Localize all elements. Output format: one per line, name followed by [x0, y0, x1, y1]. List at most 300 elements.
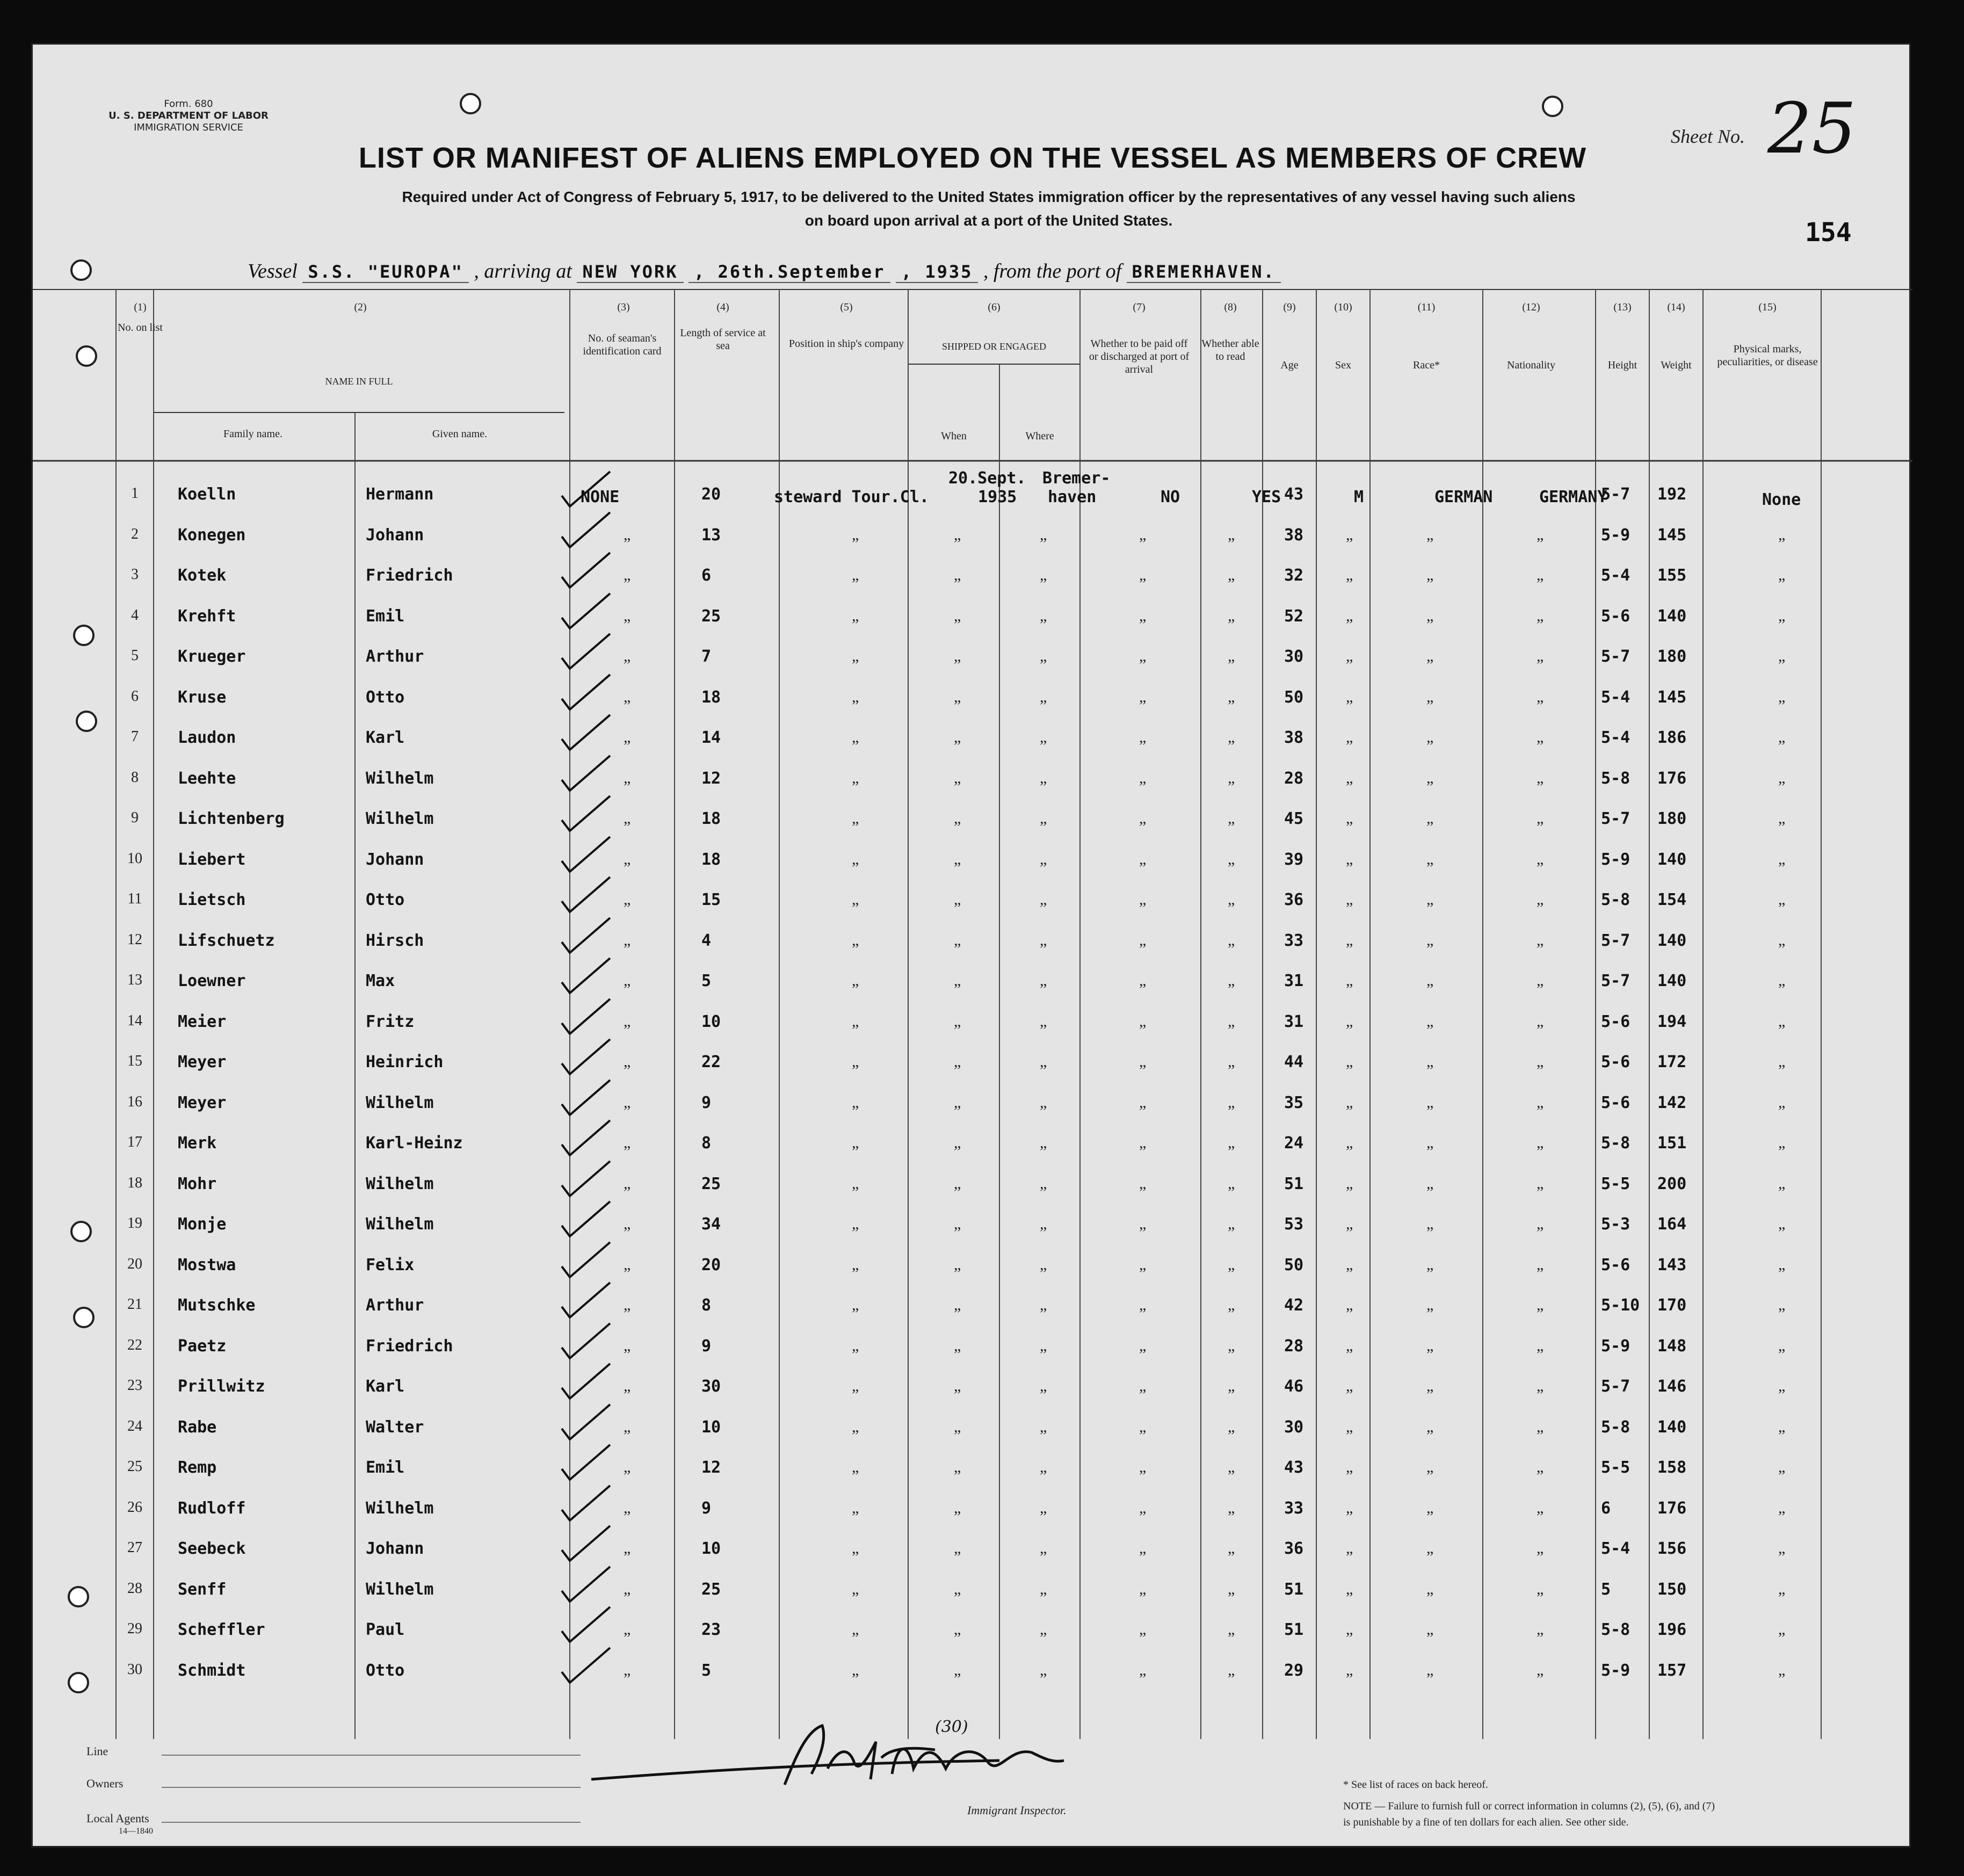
service-years: 12 [701, 1458, 721, 1477]
ditto-mark: „ [624, 1661, 631, 1679]
arrival-date: , 26th.September [689, 262, 890, 283]
ditto-mark: „ [1778, 972, 1786, 989]
ditto-mark: „ [1426, 1661, 1434, 1679]
ditto-mark: „ [1778, 566, 1786, 584]
ditto-mark: „ [1346, 809, 1353, 827]
ditto-mark: „ [1537, 647, 1544, 665]
weight: 140 [1657, 972, 1687, 990]
weight: 196 [1657, 1620, 1687, 1639]
ditto-mark: „ [852, 1661, 859, 1679]
family-name: Liebert [178, 850, 246, 869]
ditto-mark: „ [1537, 525, 1544, 544]
col-num-8: (8) [1224, 301, 1237, 313]
ditto-mark: „ [1040, 850, 1047, 868]
family-name: Krehft [178, 606, 236, 626]
height: 5-7 [1601, 1377, 1630, 1396]
row-number: 9 [131, 809, 139, 826]
given-name: Emil [366, 606, 405, 626]
family-name: Leehte [178, 769, 236, 788]
ditto-mark: „ [1040, 1661, 1047, 1679]
check-mark-icon [551, 631, 615, 674]
ditto-mark: „ [954, 1620, 961, 1638]
ditto-mark: „ [852, 687, 859, 706]
header-seaman-id: No. of seaman's identification card [583, 332, 662, 357]
ditto-mark: „ [624, 1580, 631, 1598]
age: 38 [1284, 728, 1304, 747]
ditto-mark: „ [852, 972, 859, 989]
ditto-mark: „ [1228, 1053, 1235, 1070]
ditto-mark: „ [1228, 1417, 1235, 1436]
given-name: Wilhelm [366, 1215, 434, 1234]
ditto-mark: „ [1778, 606, 1786, 625]
binder-hole [76, 345, 97, 367]
header-sex: Sex [1335, 359, 1351, 371]
ditto-mark: „ [1426, 687, 1434, 706]
inspector-label: Immigrant Inspector. [967, 1803, 1067, 1817]
ditto-mark: „ [1040, 606, 1047, 625]
corner-number: 154 [1805, 218, 1852, 248]
ditto-mark: „ [1537, 1661, 1544, 1679]
ditto-mark: „ [1426, 1215, 1434, 1233]
ditto-mark: „ [852, 1012, 859, 1030]
ditto-mark: „ [1426, 1580, 1434, 1598]
check-mark-icon [551, 1361, 615, 1404]
footer-agents-label: Local Agents [86, 1812, 149, 1825]
service-years: 22 [701, 1053, 721, 1071]
nationality-value: GERMANY [1539, 488, 1607, 506]
ditto-mark: „ [624, 972, 631, 989]
row-number: 13 [127, 972, 142, 988]
height: 5-4 [1601, 566, 1630, 585]
arrival-year: , 1935 [896, 262, 979, 283]
service-years: 25 [701, 1580, 721, 1599]
family-name: Kruse [178, 687, 227, 707]
given-name: Wilhelm [366, 769, 434, 788]
ditto-mark: „ [1537, 1053, 1544, 1070]
ditto-mark: „ [1228, 1498, 1235, 1517]
ditto-mark: „ [1139, 809, 1147, 827]
col-num-3: (3) [617, 301, 630, 313]
ditto-mark: „ [852, 1134, 859, 1151]
row-number: 2 [131, 525, 139, 542]
ditto-mark: „ [1228, 647, 1235, 665]
ditto-mark: „ [1537, 1134, 1544, 1151]
form-identifier [108, 98, 269, 134]
service-years: 25 [701, 1174, 721, 1193]
service-years: 25 [701, 606, 721, 626]
ditto-mark: „ [1040, 1580, 1047, 1598]
ditto-mark: „ [1346, 1174, 1353, 1192]
ditto-mark: „ [954, 1215, 961, 1233]
height: 5-8 [1601, 1417, 1630, 1437]
ditto-mark: „ [954, 1296, 961, 1314]
height: 5-8 [1601, 1134, 1630, 1153]
ditto-mark: „ [1346, 972, 1353, 989]
ditto-mark: „ [1228, 1661, 1235, 1679]
service-years: 6 [701, 566, 712, 585]
ditto-mark: „ [1346, 1053, 1353, 1070]
document-subtitle [264, 185, 1714, 233]
ditto-mark: „ [1228, 566, 1235, 584]
family-name: Kotek [178, 566, 227, 585]
ditto-mark: „ [1139, 728, 1147, 746]
check-mark-icon [551, 996, 615, 1039]
age: 28 [1284, 769, 1304, 788]
height: 5-9 [1601, 1336, 1630, 1356]
height: 5-9 [1601, 1661, 1630, 1680]
family-name: Paetz [178, 1336, 227, 1356]
ditto-mark: „ [1228, 1012, 1235, 1030]
ditto-mark: „ [1040, 1620, 1047, 1638]
height: 5-9 [1601, 850, 1630, 869]
ditto-mark: „ [1346, 1215, 1353, 1233]
ditto-mark: „ [624, 606, 631, 625]
ditto-mark: „ [1040, 1498, 1047, 1517]
ditto-mark: „ [1346, 1417, 1353, 1436]
weight: 180 [1657, 647, 1687, 666]
header-height: Height [1607, 359, 1637, 371]
ditto-mark: „ [1139, 1498, 1147, 1517]
ditto-mark: „ [624, 1620, 631, 1638]
ditto-mark: „ [1346, 1012, 1353, 1030]
ditto-mark: „ [1139, 1377, 1147, 1395]
header-able-read: Whether able to read [1201, 338, 1259, 363]
ditto-mark: „ [624, 931, 631, 949]
ditto-mark: „ [1537, 850, 1544, 868]
ditto-mark: „ [852, 1093, 859, 1111]
ditto-mark: „ [1139, 931, 1147, 949]
vessel-line [248, 259, 1859, 283]
family-name: Lichtenberg [178, 809, 285, 828]
ditto-mark: „ [1537, 1296, 1544, 1314]
family-name: Scheffler [178, 1620, 265, 1639]
ditto-mark: „ [1537, 1215, 1544, 1233]
ditto-mark: „ [954, 1053, 961, 1070]
service-years: 20 [701, 485, 721, 504]
family-name: Lifschuetz [178, 931, 275, 950]
ditto-mark: „ [1139, 1174, 1147, 1192]
row-number: 15 [127, 1053, 142, 1069]
service-years: 18 [701, 809, 721, 828]
check-mark-icon [551, 753, 615, 796]
ditto-mark: „ [852, 1336, 859, 1355]
given-name: Johann [366, 525, 424, 545]
ditto-mark: „ [954, 1580, 961, 1598]
ditto-mark: „ [624, 1336, 631, 1355]
ditto-mark: „ [1040, 647, 1047, 665]
weight: 157 [1657, 1661, 1687, 1680]
weight: 145 [1657, 525, 1687, 545]
check-mark-icon [551, 1158, 615, 1201]
ditto-mark: „ [624, 1377, 631, 1395]
ditto-mark: „ [1228, 728, 1235, 746]
check-mark-icon [551, 834, 615, 877]
ditto-mark: „ [1139, 566, 1147, 584]
inspector-signature [570, 1710, 1214, 1801]
ditto-mark: „ [1040, 1539, 1047, 1557]
height: 6 [1601, 1498, 1611, 1518]
ditto-mark: „ [852, 1580, 859, 1598]
age: 30 [1284, 1417, 1304, 1437]
check-mark-icon [551, 1037, 615, 1080]
ditto-mark: „ [1139, 1458, 1147, 1476]
ditto-mark: „ [1228, 850, 1235, 868]
ditto-mark: „ [954, 728, 961, 746]
arrival-port: NEW YORK [577, 262, 683, 283]
header-nationality: Nationality [1507, 359, 1555, 371]
weight: 192 [1657, 485, 1687, 504]
service-years: 9 [701, 1498, 712, 1518]
ditto-mark: „ [1228, 1093, 1235, 1111]
ditto-mark: „ [1040, 1053, 1047, 1070]
ditto-mark: „ [954, 1539, 961, 1557]
ditto-mark: „ [1778, 1417, 1786, 1436]
ditto-mark: „ [852, 1458, 859, 1476]
check-mark-icon [551, 874, 615, 917]
height: 5-7 [1601, 972, 1630, 990]
ditto-mark: „ [1139, 1620, 1147, 1638]
ditto-mark: „ [624, 1012, 631, 1030]
ditto-mark: „ [1778, 1296, 1786, 1314]
ditto-mark: „ [1040, 1134, 1047, 1151]
ditto-mark: „ [954, 1498, 961, 1517]
ditto-mark: „ [1228, 606, 1235, 625]
ditto-mark: „ [1346, 606, 1353, 625]
service-years: 8 [701, 1296, 712, 1315]
ditto-mark: „ [1139, 1417, 1147, 1436]
binder-hole [73, 1307, 95, 1328]
check-mark-icon [551, 510, 615, 553]
row-number: 1 [131, 485, 139, 502]
check-mark-icon [551, 1442, 615, 1485]
given-name: Wilhelm [366, 1174, 434, 1193]
ditto-mark: „ [1139, 1661, 1147, 1679]
weight: 150 [1657, 1580, 1687, 1599]
ditto-mark: „ [1426, 728, 1434, 746]
ditto-mark: „ [852, 1539, 859, 1557]
age: 31 [1284, 1012, 1304, 1031]
ditto-mark: „ [1040, 890, 1047, 908]
ditto-mark: „ [1139, 1053, 1147, 1070]
family-name: Meyer [178, 1093, 227, 1112]
shipped-when-line-1: 20.Sept. [948, 469, 1026, 488]
ditto-mark: „ [1778, 850, 1786, 868]
ditto-mark: „ [624, 728, 631, 746]
ditto-mark: „ [1346, 1498, 1353, 1517]
family-name: Seebeck [178, 1539, 246, 1558]
ditto-mark: „ [1228, 809, 1235, 827]
ditto-mark: „ [1346, 1336, 1353, 1355]
given-name: Otto [366, 1661, 405, 1680]
age: 51 [1284, 1174, 1304, 1193]
age: 33 [1284, 931, 1304, 950]
given-name: Arthur [366, 1296, 424, 1315]
weight: 140 [1657, 606, 1687, 626]
col-num-15: (15) [1758, 301, 1777, 313]
given-name: Hirsch [366, 931, 424, 950]
family-name: Lietsch [178, 890, 246, 909]
ditto-mark: „ [1139, 890, 1147, 908]
ditto-mark: „ [954, 850, 961, 868]
service-years: 10 [701, 1539, 721, 1558]
ditto-mark: „ [954, 687, 961, 706]
check-mark-icon [551, 1645, 615, 1688]
col-num-7: (7) [1133, 301, 1146, 313]
binder-hole [1542, 96, 1563, 117]
ditto-mark: „ [1139, 850, 1147, 868]
row-number: 22 [127, 1336, 142, 1353]
ditto-mark: „ [1228, 687, 1235, 706]
row-number: 24 [127, 1417, 142, 1435]
ditto-mark: „ [1426, 931, 1434, 949]
weight: 143 [1657, 1255, 1687, 1274]
from-port-label: , from the port of [983, 260, 1122, 283]
binder-hole [68, 1586, 89, 1607]
given-name: Walter [366, 1417, 424, 1437]
family-name: Mohr [178, 1174, 217, 1193]
row-number: 8 [131, 769, 139, 786]
fine-note-line-2: is punishable by a fine of ten dollars for each alien. See other side. [1343, 1816, 1629, 1828]
row-number: 14 [127, 1012, 142, 1029]
height: 5-6 [1601, 1053, 1630, 1071]
height: 5-8 [1601, 1620, 1630, 1639]
age: 39 [1284, 850, 1304, 869]
shipped-where-line-1: Bremer- [1042, 469, 1111, 488]
ditto-mark: „ [1139, 647, 1147, 665]
row-number: 5 [131, 647, 139, 664]
weight: 145 [1657, 687, 1687, 707]
ditto-mark: „ [852, 769, 859, 787]
row-number: 10 [127, 850, 142, 867]
ditto-mark: „ [1778, 1215, 1786, 1233]
ditto-mark: „ [852, 931, 859, 949]
ditto-mark: „ [1537, 1255, 1544, 1273]
ditto-mark: „ [1537, 728, 1544, 746]
ditto-mark: „ [1346, 850, 1353, 868]
header-given-name: Given name. [432, 428, 488, 440]
ditto-mark: „ [624, 890, 631, 908]
given-name: Wilhelm [366, 809, 434, 828]
ditto-mark: „ [852, 1255, 859, 1273]
family-name: Meier [178, 1012, 227, 1031]
family-name: Rabe [178, 1417, 217, 1437]
ditto-mark: „ [1537, 1336, 1544, 1355]
given-name: Otto [366, 687, 405, 707]
service-years: 8 [701, 1134, 712, 1153]
weight: 155 [1657, 566, 1687, 585]
ditto-mark: „ [1778, 1336, 1786, 1355]
binder-hole [73, 625, 95, 646]
ditto-mark: „ [1537, 1539, 1544, 1557]
position-value: steward Tour.Cl. [774, 488, 929, 506]
header-position: Position in ship's company [788, 338, 904, 350]
ditto-mark: „ [1778, 1539, 1786, 1557]
ditto-mark: „ [1139, 972, 1147, 989]
family-name: Senff [178, 1580, 227, 1599]
manifest-sheet [31, 43, 1911, 1848]
binder-hole [68, 1672, 89, 1693]
service-years: 4 [701, 931, 712, 950]
ditto-mark: „ [1346, 890, 1353, 908]
age: 31 [1284, 972, 1304, 990]
able-read-value: YES [1252, 488, 1281, 506]
col-num-2: (2) [354, 301, 367, 313]
age: 44 [1284, 1053, 1304, 1071]
ditto-mark: „ [1346, 1580, 1353, 1598]
ditto-mark: „ [852, 606, 859, 625]
header-age: Age [1280, 359, 1299, 371]
age: 36 [1284, 890, 1304, 909]
ditto-mark: „ [1778, 728, 1786, 746]
age: 50 [1284, 687, 1304, 707]
row-number: 7 [131, 728, 139, 745]
family-name: Mutschke [178, 1296, 256, 1315]
ditto-mark: „ [1537, 1377, 1544, 1395]
ditto-mark: „ [1537, 809, 1544, 827]
height: 5-5 [1601, 1174, 1630, 1193]
given-name: Hermann [366, 485, 434, 504]
ditto-mark: „ [624, 1255, 631, 1273]
ditto-mark: „ [1426, 809, 1434, 827]
ditto-mark: „ [1537, 1012, 1544, 1030]
weight: 176 [1657, 769, 1687, 788]
height: 5 [1601, 1580, 1611, 1599]
service-years: 23 [701, 1620, 721, 1639]
age: 28 [1284, 1336, 1304, 1356]
check-mark-icon [551, 1523, 615, 1566]
check-mark-icon [551, 1321, 615, 1364]
ditto-mark: „ [1537, 566, 1544, 584]
given-name: Fritz [366, 1012, 415, 1031]
weight: 140 [1657, 1417, 1687, 1437]
weight: 158 [1657, 1458, 1687, 1477]
ditto-mark: „ [954, 1417, 961, 1436]
vessel-label: Vessel [248, 260, 298, 283]
ditto-mark: „ [1139, 1093, 1147, 1111]
check-mark-icon [551, 793, 615, 836]
row-number: 17 [127, 1134, 142, 1150]
physical-marks-value: None [1762, 490, 1801, 509]
row-number: 25 [127, 1458, 142, 1475]
height: 5-4 [1601, 687, 1630, 707]
row-number: 12 [127, 931, 142, 948]
ditto-mark: „ [1778, 647, 1786, 665]
ditto-mark: „ [1040, 1012, 1047, 1030]
row-number: 23 [127, 1377, 142, 1394]
ditto-mark: „ [1426, 1093, 1434, 1111]
ditto-mark: „ [1228, 1458, 1235, 1476]
ditto-mark: „ [1040, 1174, 1047, 1192]
fine-note-line-1: NOTE — Failure to furnish full or correct information in columns (2), (5), (6), and (7) [1343, 1800, 1715, 1812]
weight: 180 [1657, 809, 1687, 828]
ditto-mark: „ [1228, 1215, 1235, 1233]
family-name: Koelln [178, 485, 236, 504]
ditto-mark: „ [1537, 931, 1544, 949]
height: 5-8 [1601, 769, 1630, 788]
age: 46 [1284, 1377, 1304, 1396]
ditto-mark: „ [1346, 1134, 1353, 1151]
ditto-mark: „ [1139, 1336, 1147, 1355]
weight: 140 [1657, 931, 1687, 950]
given-name: Karl [366, 728, 405, 747]
ditto-mark: „ [1040, 1417, 1047, 1436]
given-name: Karl-Heinz [366, 1134, 463, 1153]
weight: 148 [1657, 1336, 1687, 1356]
ditto-mark: „ [1537, 972, 1544, 989]
ditto-mark: „ [1537, 1458, 1544, 1476]
ditto-mark: „ [1228, 1255, 1235, 1273]
ditto-mark: „ [852, 809, 859, 827]
